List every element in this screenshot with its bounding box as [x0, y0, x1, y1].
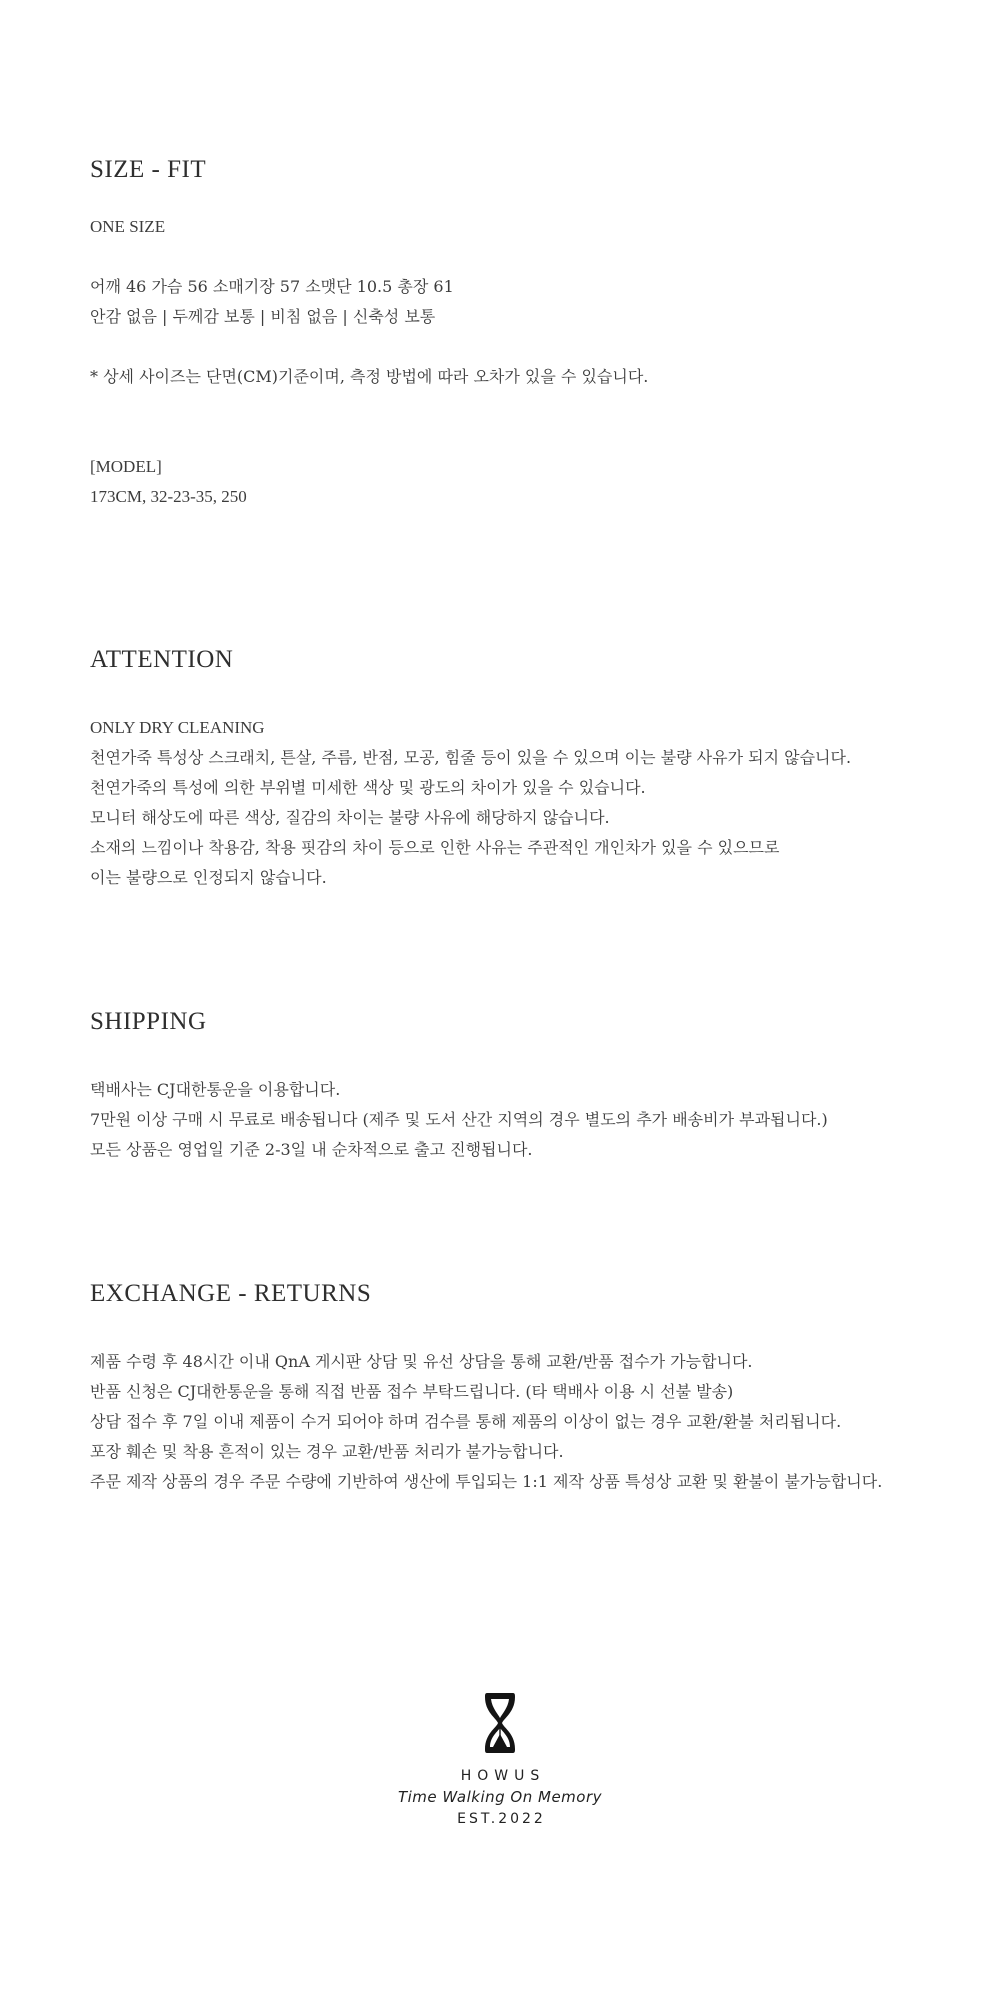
attention-line: 천연가죽 특성상 스크래치, 튼살, 주름, 반점, 모공, 힘줄 등이 있을 수 있으며 이는 불량 사유가 되지 않습니다. [90, 748, 852, 767]
exchange-line: 반품 신청은 CJ대한통운을 통해 직접 반품 접수 부탁드립니다. (타 택배사 이용 시 선불 발송) [90, 1382, 734, 1401]
exchange-line: 주문 제작 상품의 경우 주문 수량에 기반하여 생산에 투입되는 1:1 제작 상품 특성상 교환 및 환불이 불가능합니다. [90, 1472, 883, 1491]
attributes: 안감 없음 | 두께감 보통 | 비침 없음 | 신축성 보통 [90, 307, 436, 326]
attention-line: 모니터 해상도에 따른 색상, 질감의 차이는 불량 사유에 해당하지 않습니다. [90, 808, 610, 827]
brand-tagline: Time Walking On Memory [397, 1788, 603, 1806]
attention-line: ONLY DRY CLEANING [90, 718, 265, 737]
shipping-line: 7만원 이상 구매 시 무료로 배송됩니다 (제주 및 도서 산간 지역의 경우 별도의 추가 배송비가 부과됩니다.) [90, 1110, 828, 1129]
attention-section [90, 645, 970, 893]
exchange-line: 포장 훼손 및 착용 흔적이 있는 경우 교환/반품 처리가 불가능합니다. [90, 1442, 564, 1461]
brand-name: HOWUS [460, 1768, 546, 1784]
attention-line: 천연가죽의 특성에 의한 부위별 미세한 색상 및 광도의 차이가 있을 수 있습니다. [90, 778, 646, 797]
brand-established: EST.2022 [457, 1811, 546, 1827]
attention-heading: ATTENTION [90, 646, 234, 673]
model-label: [MODEL] [90, 457, 162, 476]
hourglass-icon [482, 1690, 518, 1756]
exchange-heading: EXCHANGE - RETURNS [90, 1280, 372, 1307]
shipping-heading: SHIPPING [90, 1008, 207, 1035]
exchange-line: 상담 접수 후 7일 이내 제품이 수거 되어야 하며 검수를 통해 제품의 이상이 없는 경우 교환/환불 처리됩니다. [90, 1412, 842, 1431]
size-fit-heading: SIZE - FIT [90, 156, 207, 183]
brand-logo [0, 1690, 1000, 1830]
exchange-line: 제품 수령 후 48시간 이내 QnA 게시판 상담 및 유선 상담을 통해 교환/반품 접수가 가능합니다. [90, 1352, 753, 1371]
size-label: ONE SIZE [90, 217, 166, 236]
exchange-section [90, 1279, 970, 1497]
size-note: * 상세 사이즈는 단면(CM)기준이며, 측정 방법에 따라 오차가 있을 수 있습니다. [90, 367, 649, 386]
attention-line: 이는 불량으로 인정되지 않습니다. [90, 868, 327, 887]
attention-line: 소재의 느낌이나 착용감, 착용 핏감의 차이 등으로 인한 사유는 주관적인 개인차가 있을 수 있으므로 [90, 838, 780, 857]
shipping-line: 택배사는 CJ대한통운을 이용합니다. [90, 1080, 341, 1099]
size-fit-section [90, 155, 970, 512]
measurements: 어깨 46 가슴 56 소매기장 57 소맷단 10.5 총장 61 [90, 277, 454, 296]
shipping-line: 모든 상품은 영업일 기준 2-3일 내 순차적으로 출고 진행됩니다. [90, 1140, 533, 1159]
shipping-section [90, 1007, 970, 1165]
model-info: 173CM, 32-23-35, 250 [90, 487, 247, 506]
